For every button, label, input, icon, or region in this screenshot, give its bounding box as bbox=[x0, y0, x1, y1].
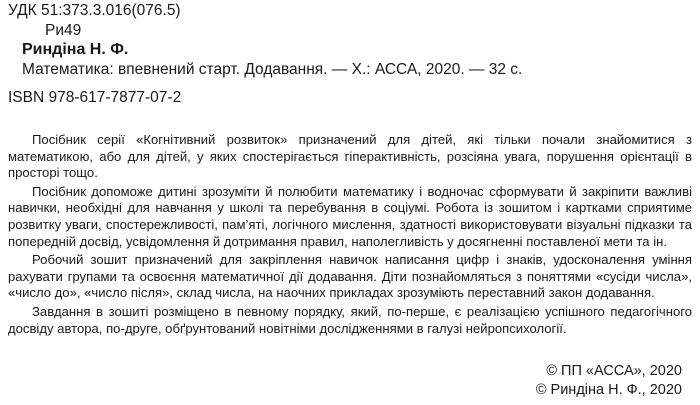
abstract-paragraph: Посібник допоможе дитині зрозуміти й полюбити математику і водночас сформувати й закріпити важливі навички, необхідні для навчання у школі та перебування в соціумі. Робота із зошитом і картками сприятиме розвитку уваги, спостережливості, пам’яті, логічного мислення, здатності використовувати візуальні підказки та попередній досвід, усвідомлення й дотримання правил, наполегливість у досягненні поставленої мети та ін. bbox=[8, 183, 692, 249]
bibliographic-record: Математика: впевнений старт. Додавання. — Х.: АССА, 2020. — 32 с. bbox=[22, 61, 523, 78]
abstract-paragraph: Робочий зошит призначений для закріплення навичок написання цифр і знаків, удосконалення уміння рахувати групами та освоєння математичної дії додавання. Діти познайомляться з поняттями «сусіди числа», «число до», «число після», склад числа, на наочних прикладах зрозуміють переставний закон додавання. bbox=[8, 252, 692, 301]
abstract bbox=[8, 132, 692, 339]
udk-code: УДК 51:373.3.016(076.5) bbox=[8, 2, 181, 19]
author-name: Риндіна Н. Ф. bbox=[22, 41, 129, 58]
copyright-author: © Риндіна Н. Ф., 2020 bbox=[535, 382, 682, 398]
copyright-block bbox=[536, 362, 682, 400]
isbn: ISBN 978-617-7877-07-2 bbox=[8, 89, 182, 106]
abstract-paragraph: Завдання в зошиті розміщено в певному порядку, який, по-перше, є реалізацією успішного педагогічного досвіду автора, по-друге, обґрунтований новітніми дослідженнями в галузі нейропсихології. bbox=[8, 303, 692, 336]
copyright-publisher: © ПП «АССА», 2020 bbox=[546, 363, 682, 379]
abstract-paragraph: Посібник серії «Когнітивний розвиток» призначений для дітей, які тільки почали знайомитися з математикою, або для дітей, у яких спостерігається гіперактивність, розсіяна увага, порушення орієнтації в просторі тощо. bbox=[8, 132, 692, 181]
author-mark: Ри49 bbox=[45, 22, 82, 39]
